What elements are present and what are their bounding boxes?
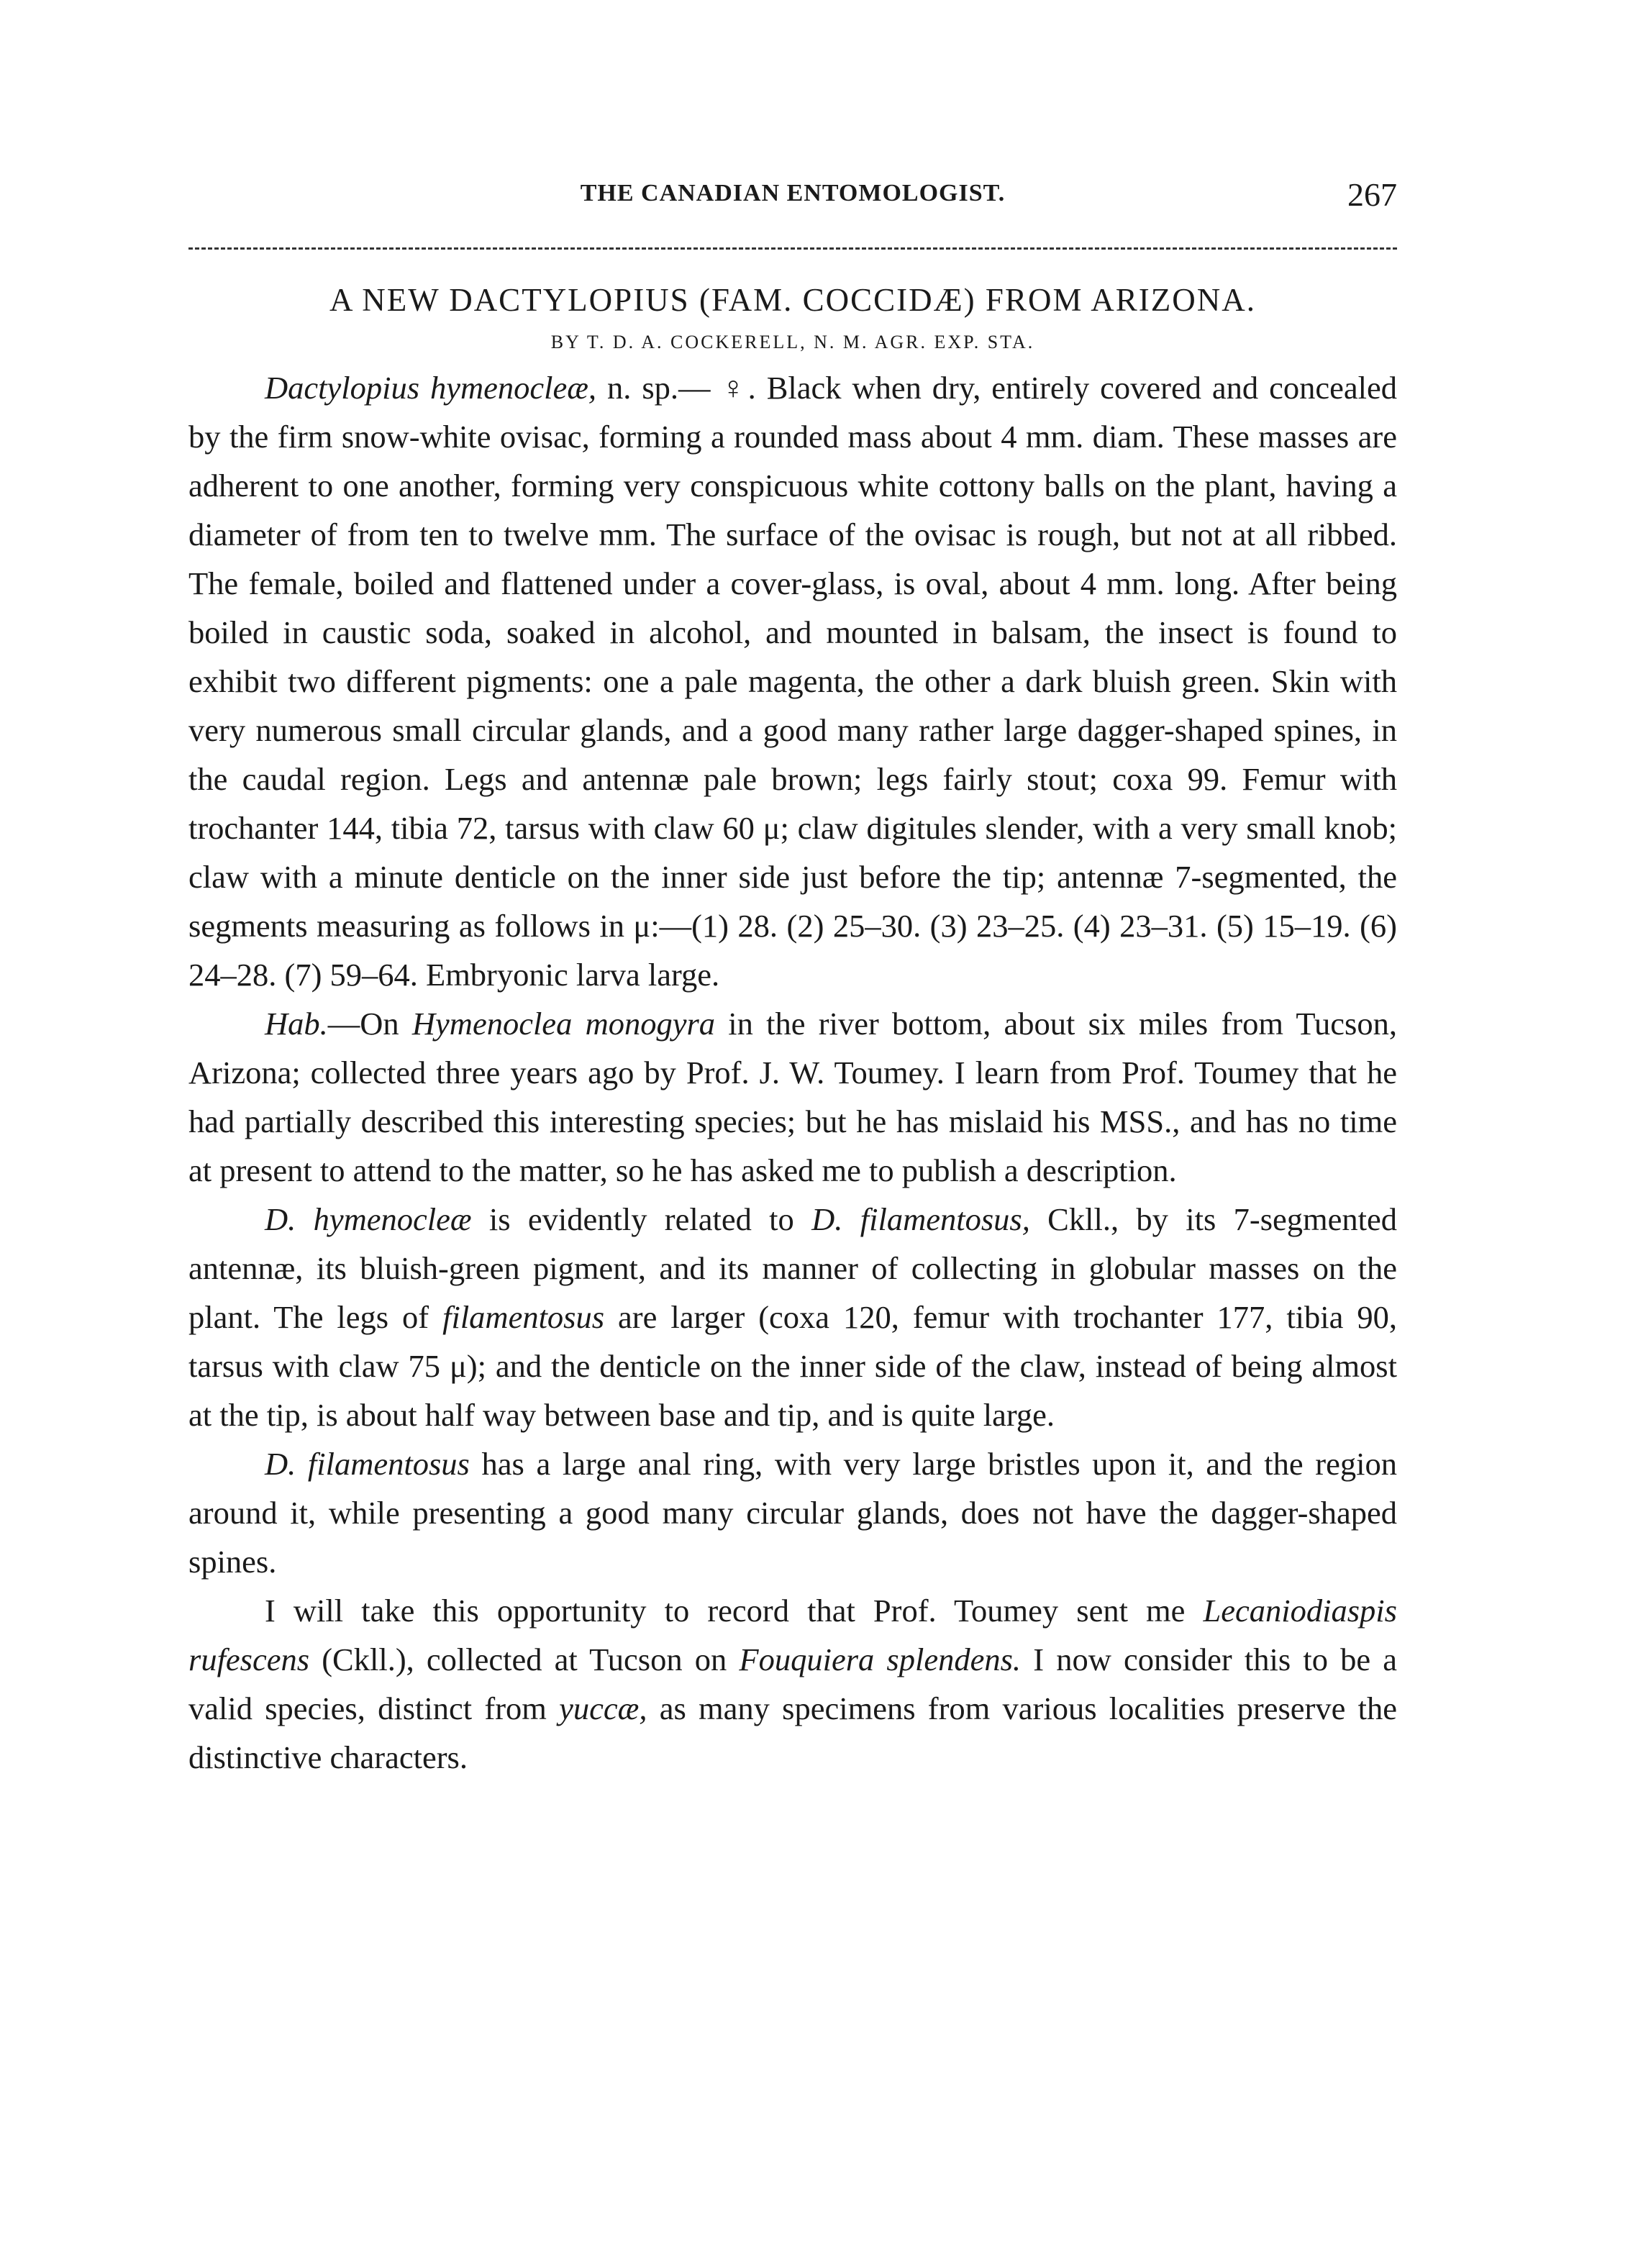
text-span: (Ckll.), collected at Tucson on [309, 1641, 740, 1677]
text-span: Ckll., by its 7-segmented antennæ, its bluish-green pigment, and its manner of collecting in globular masses on the plant. The legs of [188, 1201, 1397, 1335]
paragraph [188, 999, 1397, 1195]
text-span: as many specimens from various localities preserve the distinctive characters. [188, 1690, 1397, 1775]
text-span: filamentosus [442, 1299, 605, 1335]
running-head [188, 176, 1397, 223]
text-span: Hab. [265, 1006, 328, 1042]
header-rule [188, 247, 1397, 250]
text-span: D. filamentosus, [811, 1201, 1030, 1237]
text-span: yuccæ, [559, 1690, 647, 1726]
text-span: Dactylopius hymenocleæ, [265, 370, 597, 406]
text-span: D. hymenocleæ [265, 1201, 472, 1237]
text-span: —On [327, 1006, 412, 1042]
page [188, 176, 1398, 1782]
text-span: is evidently related to [471, 1201, 812, 1237]
page-number: 267 [1347, 176, 1397, 213]
text-span: are larger (coxa 120, femur with trochanter 177, tibia 90, tarsus with claw 75 μ); and the denticle on the inner side of the claw, instead of being almost at the tip, is about half way between base and tip, and is quite large. [188, 1299, 1398, 1433]
text-span: Hymenoclea monogyra [411, 1006, 716, 1042]
journal-title: THE CANADIAN ENTOMOLOGIST. [580, 180, 1006, 206]
text-span: in the river bottom, about six miles from Tucson, Arizona; collected three years ago by Prof. J. W. Toumey. I learn from Prof. Toumey that he had partially described this interesting species; but he has mislaid his MSS., and has no time at present to attend to the matter, so he has asked me to publish a description. [188, 1006, 1397, 1188]
article-byline: BY T. D. A. COCKERELL, N. M. AGR. EXP. STA. [550, 332, 1035, 352]
text-span: has a large anal ring, with very large bristles upon it, and the region around it, while presenting a good many circular glands, does not have the dagger-shaped spines. [188, 1446, 1397, 1580]
paragraph [188, 1586, 1397, 1782]
article-title: A NEW DACTYLOPIUS (FAM. COCCIDÆ) FROM ARIZONA. [329, 282, 1256, 318]
text-span: I will take this opportunity to record that Prof. Toumey sent me [265, 1593, 1204, 1629]
article-body [188, 363, 1397, 1782]
text-span: Lecaniodiaspis rufescens [188, 1593, 1397, 1677]
text-span: Fouquiera splendens. [739, 1641, 1022, 1677]
text-span: n. sp.— ♀. Black when dry, entirely covered and concealed by the firm snow-white ovisac, forming a rounded mass about 4 mm. diam. These masses are adherent to one another, forming very conspicuous white cottony balls on the plant, having a diameter of from ten to twelve mm. The surface of the ovisac is rough, but not at all ribbed. The female, boiled and flattened under a cover-glass, is oval, about 4 mm. long. After being boiled in caustic soda, soaked in alcohol, and mounted in balsam, the insect is found to exhibit two different pigments: one a pale magenta, the other a dark bluish green. Skin with very numerous small circular glands, and a good many rather large dagger-shaped spines, in the caudal region. Legs and antennæ pale brown; legs fairly stout; coxa 99. Femur with trochanter 144, tibia 72, tarsus with claw 60 μ; claw digitules slender, with a very small knob; claw with a minute denticle on the inner side just before the tip; antennæ 7-segmented, the segments measuring as follows in μ:—(1) 28. (2) 25–30. (3) 23–25. (4) 23–31. (5) 15–19. (6) 24–28. (7) 59–64. Embryonic larva large. [188, 370, 1397, 993]
paragraph [188, 1439, 1397, 1586]
paragraph [188, 363, 1397, 999]
paragraph [188, 1195, 1397, 1439]
text-span: I now consider this to be a valid species, distinct from [188, 1641, 1398, 1726]
text-span: D. filamentosus [265, 1446, 470, 1482]
